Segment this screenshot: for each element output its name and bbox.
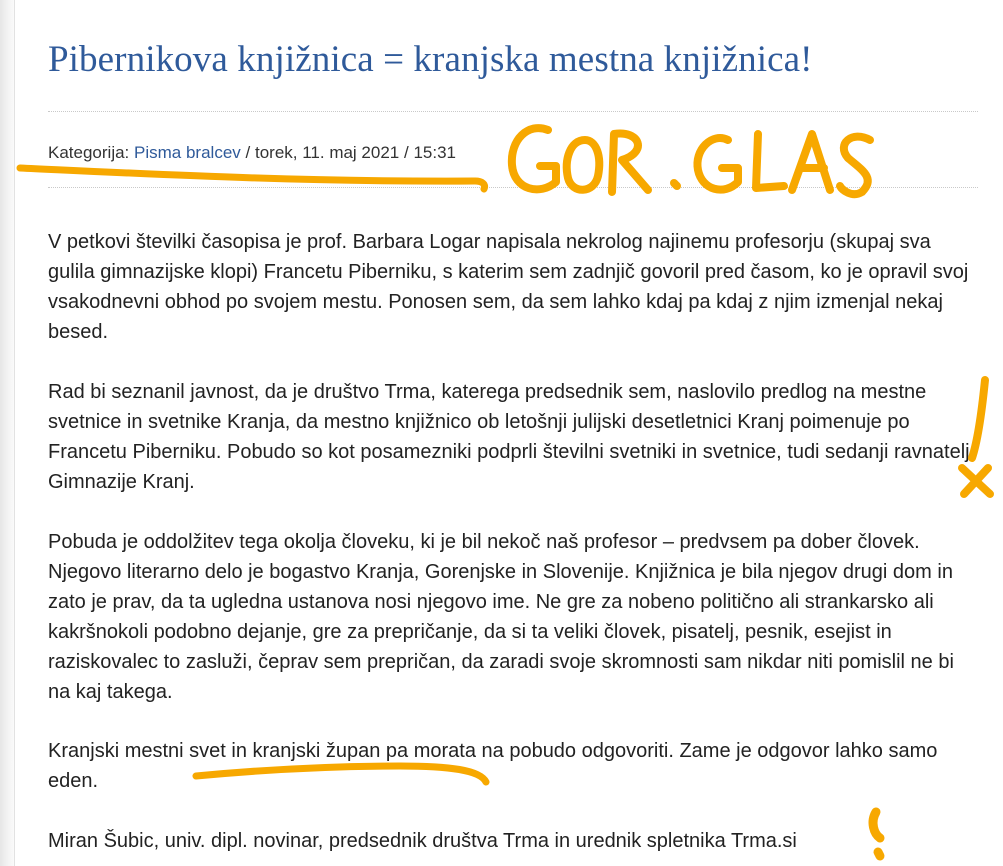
article-time: 15:31	[413, 143, 457, 162]
meta-underline-stroke	[20, 168, 485, 189]
paragraph-5: Miran Šubic, univ. dipl. novinar, predsednik društva Trma in urednik spletnika Trma.si	[48, 830, 797, 852]
paragraph-2: Rad bi seznanil javnost, da je društvo Trma, katerega predsednik sem, naslovilo predlog na mestne svetnice in svetnike Kranja, da mestno knjižnico ob letošnji julijski desetletnici Kranj poimenuje po Francetu Piberniku. Pobudo so kot posamezniki podprli številni svetniki in svetnice, tudi sedanji ravnatelj Gimnazije Kranj.	[48, 381, 970, 493]
article-meta	[48, 143, 456, 163]
article-date: torek, 11. maj 2021	[254, 143, 400, 162]
handwritten-note-gor-glas	[512, 128, 870, 194]
divider-bottom	[48, 187, 978, 188]
page-left-edge	[0, 0, 15, 866]
meta-separator: /	[245, 143, 251, 162]
divider-top	[48, 111, 978, 112]
paragraph-1: V petkovi številki časopisa je prof. Barbara Logar napisala nekrolog najinemu profesorju (skupaj sva gulila gimnazijske klopi) Francetu Piberniku, s katerim sem zadnjič govoril pred časom, ko je opravil svoj vsakodnevni obhod po svojem mestu. Ponosen sem, da sem lahko kdaj pa kdaj z njim izmenjal nekaj besed.	[48, 231, 969, 343]
article-title[interactable]: Pibernikova knjižnica = kranjska mestna knjižnica!	[48, 39, 813, 80]
paragraph-4: Kranjski mestni svet in kranjski župan pa morata na pobudo odgovoriti. Zame je odgovor lahko samo eden.	[48, 740, 938, 792]
category-link[interactable]: Pisma bralcev	[134, 143, 241, 162]
paragraph-3: Pobuda je oddolžitev tega okolja človeku, ki je bil nekoč naš profesor – predvsem pa dober človek. Njegovo literarno delo je bogastvo Kranja, Gorenjske in Slovenije. Knjižnica je bila njegov drugi dom in zato je prav, da ta ugledna ustanova nosi njegovo ime. Ne gre za nobeno politično ali strankarsko ali kakršnokoli podobno dejanje, gre za prepričanje, da si ta veliki človek, pisatelj, pesnik, esejist in raziskovalec to zasluži, čeprav sem prepričan, da zaradi svoje skromnosti sam nikdar niti pomislil ne bi na kaj takega.	[48, 531, 954, 703]
category-label: Kategorija:	[48, 143, 130, 162]
meta-separator: /	[404, 143, 409, 162]
